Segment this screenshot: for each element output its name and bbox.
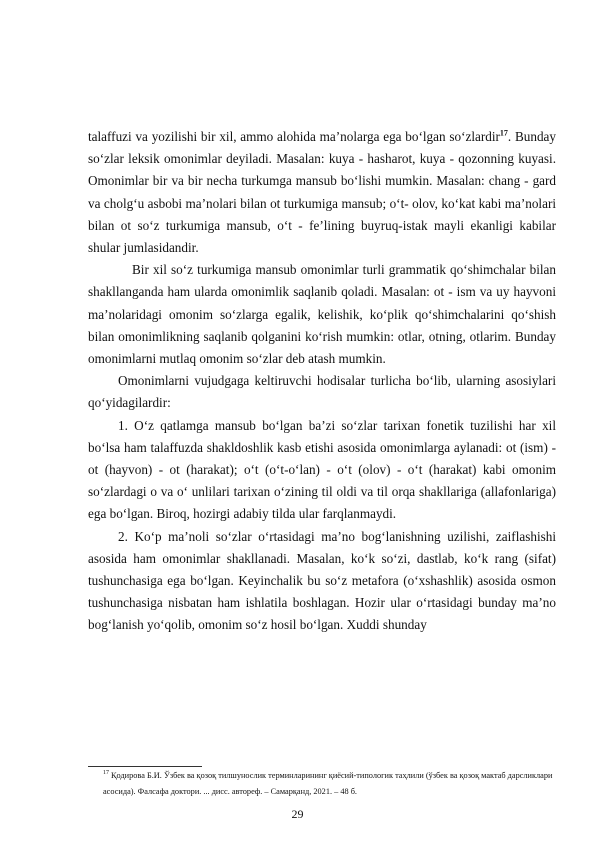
- paragraph-3: Omonimlarni vujudgaga keltiruvchi hodisalar turlicha bo‘lib, ularning asosiylari qo‘yidagilardir:: [88, 373, 556, 411]
- footnote-number: 17: [103, 770, 109, 777]
- paragraph-2: Bir xil so‘z turkumiga mansub omonimlar turli grammatik qo‘shimchalar bilan shakllanganda ham ularda omonimlik saqlanib qoladi. Masalan: ot - ism va uy hayvoni ma’nolaridagi omonim so‘zlarga egalik, kelishik, ko‘plik qo‘shimchalarini qo‘shish bilan omonimlikning saqlanib qolganini ko‘rish mumkin: otlar, otning, otlarim. Bunday omonimlarni mutlaq omonim so‘zlar deb atash mumkin.: [88, 262, 556, 367]
- page-number: 29: [291, 807, 304, 821]
- footnote: [103, 768, 558, 799]
- paragraph-1: [88, 126, 556, 259]
- footnote-separator: [88, 766, 202, 767]
- footnote-reference[interactable]: 17: [499, 128, 508, 138]
- footnote-text: Қодирова Б.И. Ўзбек ва қозоқ тилшунослик терминларининг қиёсий-типологик таҳлили (ўзбек ва қозоқ мактаб дарсликлари асосида). Фалсафа доктори. ... дисс. автореф. – Самарқанд, 2021. – 48 б.: [103, 771, 553, 796]
- paragraph-1-text-end: . Bunday so‘zlar leksik omonimlar deyiladi. Masalan: kuya - hasharot, kuya - qozonning kuyasi. Omonimlar bir va bir necha turkumga mansub bo‘lishi mumkin. Masalan: chang - gard va cholg‘u asbobi ma’nolari bilan ot turkumiga mansub; o‘t- olov, ko‘kat kabi ma’nolari bilan ot so‘z turkumiga mansub, o‘t - fe’lining buyruq-istak mayli ekanligi kabilar shular jumlasidandir.: [88, 129, 557, 256]
- paragraph-5: 2. Ko‘p ma’noli so‘zlar o‘rtasidagi ma’no bog‘lanishning uzilishi, zaiflashishi asosida ham omonimlar shakllanadi. Masalan, ko‘k so‘zi, dastlab, ko‘k rang (sifat) tushunchasiga ega bo‘lgan. Keyinchalik bu so‘z metafora (o‘xshashlik) asosida osmon tushunchasiga nisbatan ham ishlatila boshlagan. Hozir ular o‘rtasidagi bunday ma’no bog‘lanish yo‘qolib, omonim so‘z hosil bo‘lgan. Xuddi shunday: [88, 528, 556, 633]
- body-text: [88, 126, 556, 637]
- paragraph-4: 1. O‘z qatlamga mansub bo‘lgan ba’zi so‘zlar tarixan fonetik tuzilishi har xil bo‘lsa ham talaffuzda shakldoshlik kasb etishi asosida omonimlarga aylanadi: ot (ism) - ot (hayvon) - ot (harakat); o‘t (o‘t-o‘lan) - o‘t (olov) - o‘t (harakat) kabi omonim so‘zlardagi o va o‘ unlilari tarixan o‘zining til oldi va til orqa shakllariga (allafonlariga) ega bo‘lgan. Biroq, hozirgi adabiy tilda ular farqlanmaydi.: [88, 417, 556, 522]
- paragraph-1-text: talaffuzi va yozilishi bir xil, ammo alohida ma’nolarga ega bo‘lgan so‘zlardir: [88, 129, 500, 144]
